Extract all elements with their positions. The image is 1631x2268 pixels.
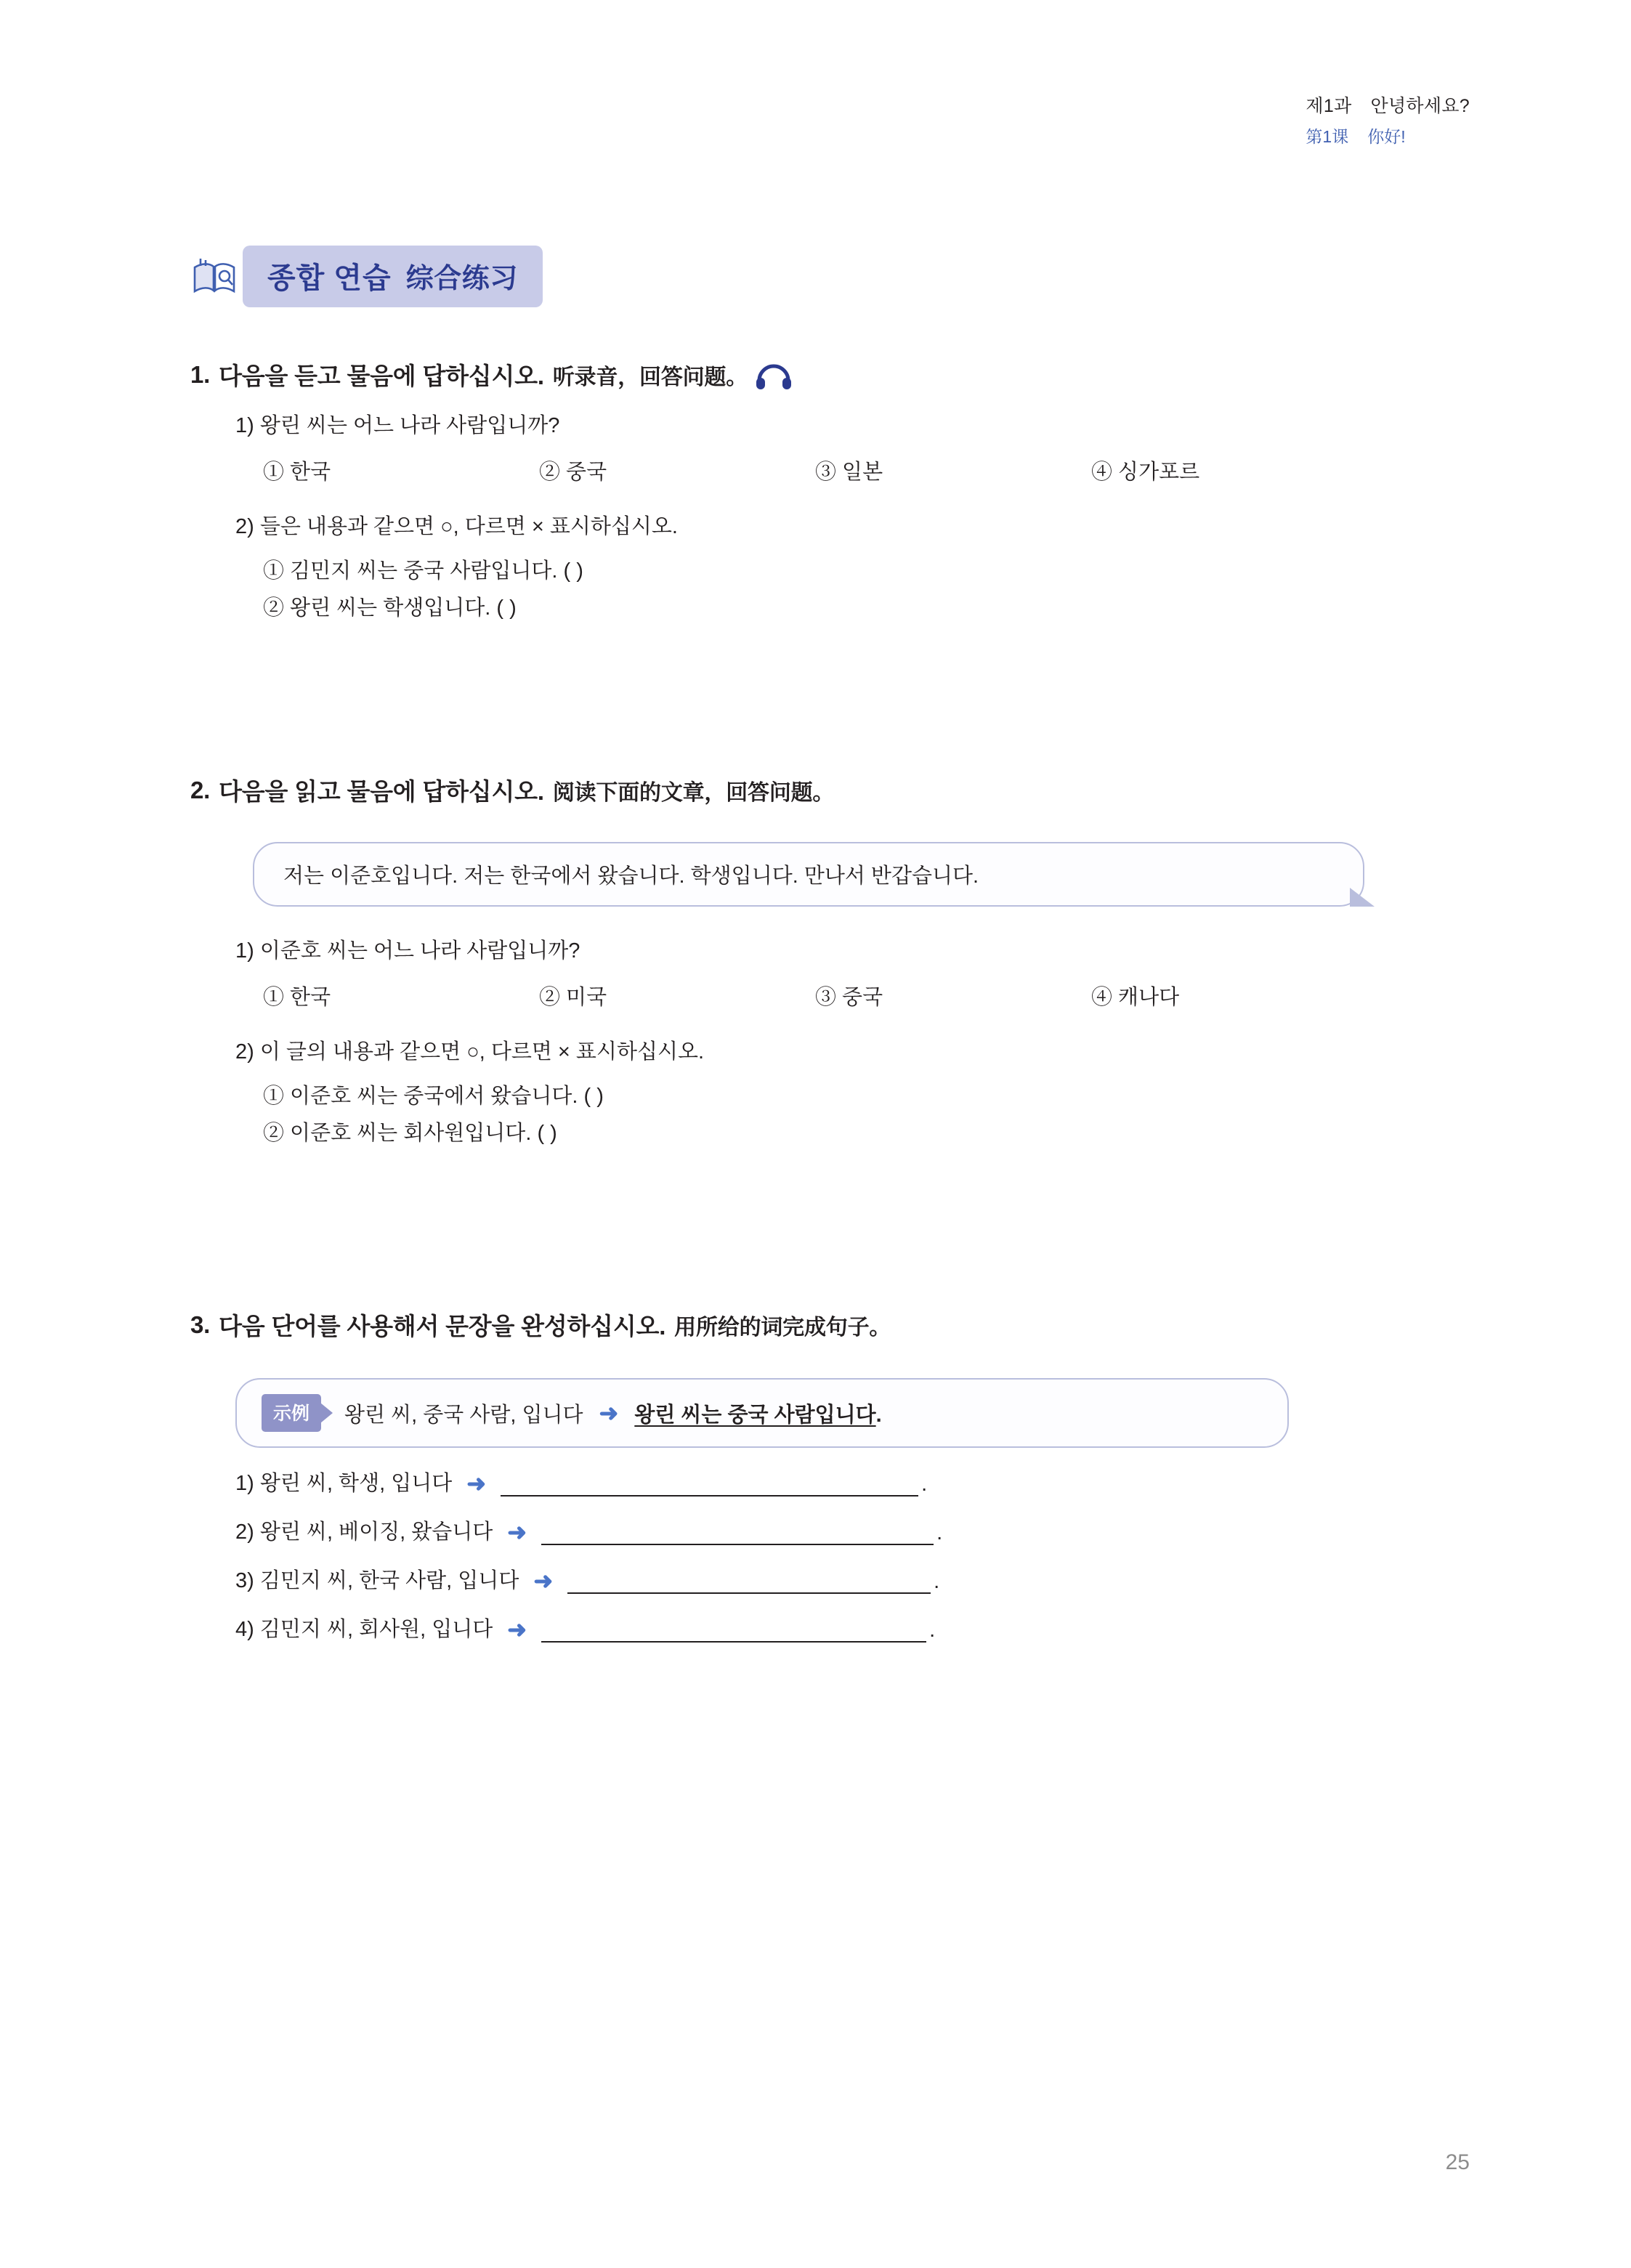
question-1-choice-3[interactable]: ③ 일본	[815, 460, 883, 484]
lesson-number-ko: 제1과	[1306, 96, 1352, 116]
question-2-item-2[interactable]: ② 이준호 씨는 회사원입니다. ( )	[263, 1121, 557, 1145]
question-1-heading	[190, 357, 1484, 392]
question-2	[190, 773, 1484, 1152]
fill-row-2-period: .	[936, 1521, 943, 1544]
question-1-item-2[interactable]: ② 왕린 씨는 학생입니다. ( )	[263, 596, 517, 620]
fill-row-1-label: 1) 왕린 씨, 학생, 입니다	[235, 1472, 453, 1495]
question-3-instruction-zh: 用所给的词完成句子。	[674, 1315, 891, 1340]
question-2-choices	[263, 981, 1484, 1011]
question-3-instruction-ko: 다음 단어를 사용해서 문장을 완성하십시오.	[219, 1313, 666, 1340]
fill-row-2-blank[interactable]	[541, 1519, 934, 1545]
question-2-truefalse-items	[263, 1078, 1484, 1152]
question-3-heading	[190, 1308, 1484, 1342]
lesson-number-zh: 第1课	[1306, 127, 1349, 147]
example-answer-period: .	[875, 1403, 882, 1427]
fill-row-1-blank[interactable]	[501, 1470, 918, 1497]
question-1-instruction-zh: 听录音，回答问题。	[552, 365, 748, 389]
question-2-heading	[190, 773, 1484, 807]
question-1-choice-2[interactable]: ② 중국	[539, 460, 607, 484]
section-title-ko: 종합 연습	[267, 262, 392, 294]
question-1-instruction-ko: 다음을 듣고 물음에 답하십시오.	[219, 363, 544, 389]
arrow-right-icon: ➜	[466, 1470, 487, 1497]
arrow-right-icon: ➜	[507, 1519, 527, 1545]
example-prompt: 왕린 씨, 중국 사람, 입니다	[344, 1403, 583, 1427]
fill-row-3	[235, 1564, 1484, 1594]
fill-row-3-label: 3) 김민지 씨, 한국 사람, 입니다	[235, 1569, 519, 1592]
question-1-sub-2: 2) 들은 내용과 같으면 ○, 다르면 × 표시하십시오.	[235, 514, 678, 538]
question-3-number: 3.	[190, 1311, 211, 1338]
headphones-icon	[755, 360, 793, 389]
example-box	[235, 1378, 1289, 1448]
question-2-choice-4[interactable]: ④ 캐나다	[1091, 985, 1180, 1009]
question-2-sub-2: 2) 이 글의 내용과 같으면 ○, 다르면 × 표시하십시오.	[235, 1040, 705, 1064]
question-3	[190, 1308, 1484, 1643]
fill-row-4-period: .	[929, 1619, 936, 1642]
arrow-right-icon: ➜	[533, 1568, 554, 1594]
lesson-title-ko: 안녕하세요?	[1370, 96, 1470, 116]
running-head-chinese	[1306, 125, 1470, 149]
section-title-pill	[243, 246, 543, 307]
running-head	[1306, 93, 1470, 150]
question-2-sub-1: 1) 이준호 씨는 어느 나라 사람입니까?	[235, 939, 580, 963]
question-1-sub-1: 1) 왕린 씨는 어느 나라 사람입니까?	[235, 414, 560, 437]
fill-row-1-period: .	[921, 1473, 928, 1496]
question-1	[190, 357, 1484, 627]
fill-row-2-label: 2) 왕린 씨, 베이징, 왔습니다	[235, 1520, 493, 1544]
bubble-tail-icon	[1350, 888, 1375, 907]
reading-passage-text: 저는 이준호입니다. 저는 한국에서 왔습니다. 학생입니다. 만나서 반갑습니다.	[283, 864, 979, 888]
example-answer-wrap	[634, 1398, 881, 1428]
fill-row-3-blank[interactable]	[567, 1568, 931, 1594]
fill-row-1	[235, 1467, 1484, 1497]
question-2-item-1[interactable]: ① 이준호 씨는 중국에서 왔습니다. ( )	[263, 1085, 604, 1108]
lesson-title-zh: 你好!	[1367, 127, 1406, 147]
section-title-zh: 综合练习	[405, 264, 518, 294]
question-1-choices	[263, 455, 1484, 485]
fill-row-4-label: 4) 김민지 씨, 회사원, 입니다	[235, 1618, 493, 1641]
arrow-right-icon: ➜	[507, 1616, 527, 1643]
question-2-choice-3[interactable]: ③ 중국	[815, 985, 883, 1009]
arrow-right-icon: ➜	[599, 1400, 619, 1426]
section-banner	[190, 246, 543, 307]
question-1-choice-4[interactable]: ④ 싱가포르	[1091, 460, 1200, 484]
reading-passage-bubble	[253, 842, 1364, 907]
fill-row-3-period: .	[934, 1570, 940, 1593]
page-number: 25	[1445, 2150, 1470, 2174]
fill-row-2	[235, 1515, 1484, 1545]
example-answer: 왕린 씨는 중국 사람입니다	[634, 1403, 876, 1427]
fill-row-4-blank[interactable]	[541, 1616, 926, 1643]
open-book-icon	[190, 256, 238, 298]
question-2-instruction-zh: 阅读下面的文章，回答问题。	[552, 780, 835, 805]
example-tag: 示例	[262, 1394, 321, 1432]
question-1-truefalse-items	[263, 553, 1484, 627]
question-2-choice-1[interactable]: ① 한국	[263, 985, 331, 1009]
question-2-instruction-ko: 다음을 읽고 물음에 답하십시오.	[219, 778, 544, 805]
question-1-number: 1.	[190, 360, 211, 388]
question-1-choice-1[interactable]: ① 한국	[263, 460, 331, 484]
running-head-korean	[1306, 93, 1470, 119]
fill-row-4	[235, 1613, 1484, 1643]
question-1-item-1[interactable]: ① 김민지 씨는 중국 사람입니다. ( )	[263, 559, 583, 583]
question-2-choice-2[interactable]: ② 미국	[539, 985, 607, 1009]
question-2-number: 2.	[190, 776, 211, 803]
